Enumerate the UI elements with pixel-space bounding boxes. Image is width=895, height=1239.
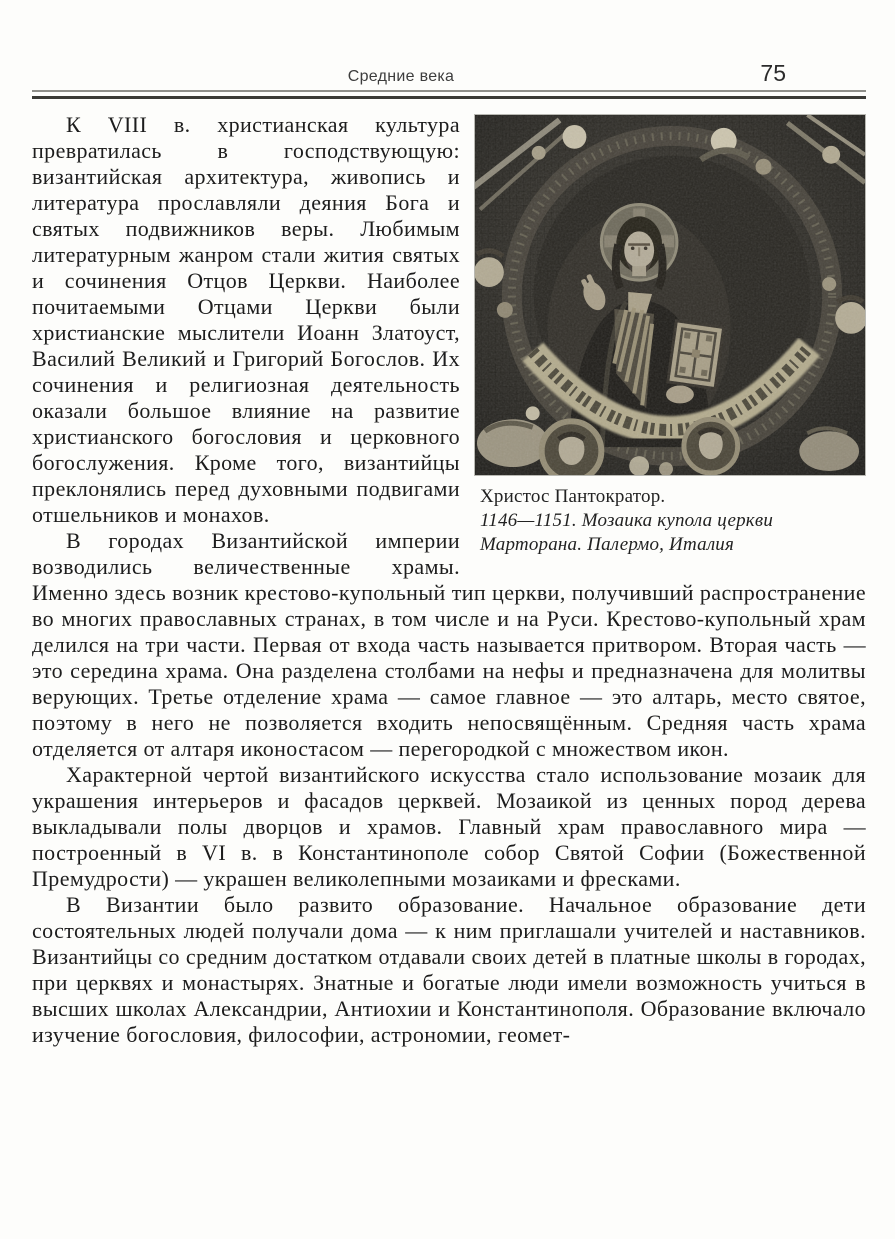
mosaic-figure	[474, 114, 866, 557]
page-body	[32, 112, 866, 1048]
header-rule-thin	[32, 90, 866, 92]
caption-details: 1146—1151. Мозаика купола церкви Марторана. Палермо, Италия	[480, 510, 774, 555]
running-head	[32, 60, 866, 90]
caption-title: Христос Пантократор.	[480, 486, 666, 507]
paragraph-christian-culture: К VIII в. христианская культура превратилась в господствующую: византийская архитектура, живопись и литература прославляли деяния Бога и святых подвижников веры. Любимым литературным жанром стали жития святых и сочинения Отцов Церкви. Наиболее почитаемыми Отцами Церкви были христианские мыслители Иоанн Златоуст, Василий Великий и Григорий Богослов. Их сочинения и религиозная деятельность оказали большое влияние на развитие христианского богословия и церковного богослужения. Кроме того, византийцы преклонялись перед духовными подвигами отшельников и монахов.	[32, 112, 460, 527]
paragraph-mosaics: Характерной чертой византийского искусства стало использование мозаик для украшения интерьеров и фасадов церквей. Мозаикой из ценных пород дерева выкладывали полы дворцов и храмов. Главный храм православного мира — построенный в VI в. в Константинополе собор Святой Софии (Божественной Премудрости) — украшен великолепными мозаиками и фресками.	[32, 762, 866, 891]
christ-pantocrator-photo	[474, 114, 866, 476]
page-number: 75	[760, 60, 786, 86]
paragraph-education: В Византии было развито образование. Начальное образование дети состоятельных людей получали дома — к ним приглашали учителей и наставников. Византийцы со средним достатком отдавали своих детей в платные школы в городах, при церквях и монастырях. Знатные и богатые люди имели возможность учиться в высших школах Александрии, Антиохии и Константинополя. Образование включало изучение богословия, философии, астрономии, геомет-	[32, 892, 866, 1047]
chapter-title: Средние века	[347, 68, 455, 85]
header-rule-thick	[32, 96, 866, 99]
paragraph-temples: В городах Византийской империи возводились величественные храмы. Именно здесь возник крестово-купольный тип церкви, получивший распространение во многих православных странах, в том числе и на Руси. Крестово-купольный храм делился на три части. Первая от входа часть называется притвором. Вторая часть — это середина храма. Она разделена столбами на нефы и предназначена для молитвы верующих. Третье отделение храма — самое главное — это алтарь, место святое, поэтому в него не позволяется входить непосвящённым. Средняя часть храма отделяется от алтаря иконостасом — перегородкой с множеством икон.	[32, 528, 866, 761]
photo-grain-overlay	[475, 115, 865, 475]
figure-caption	[474, 485, 780, 557]
christ-pantocrator-mosaic-image	[475, 115, 865, 475]
